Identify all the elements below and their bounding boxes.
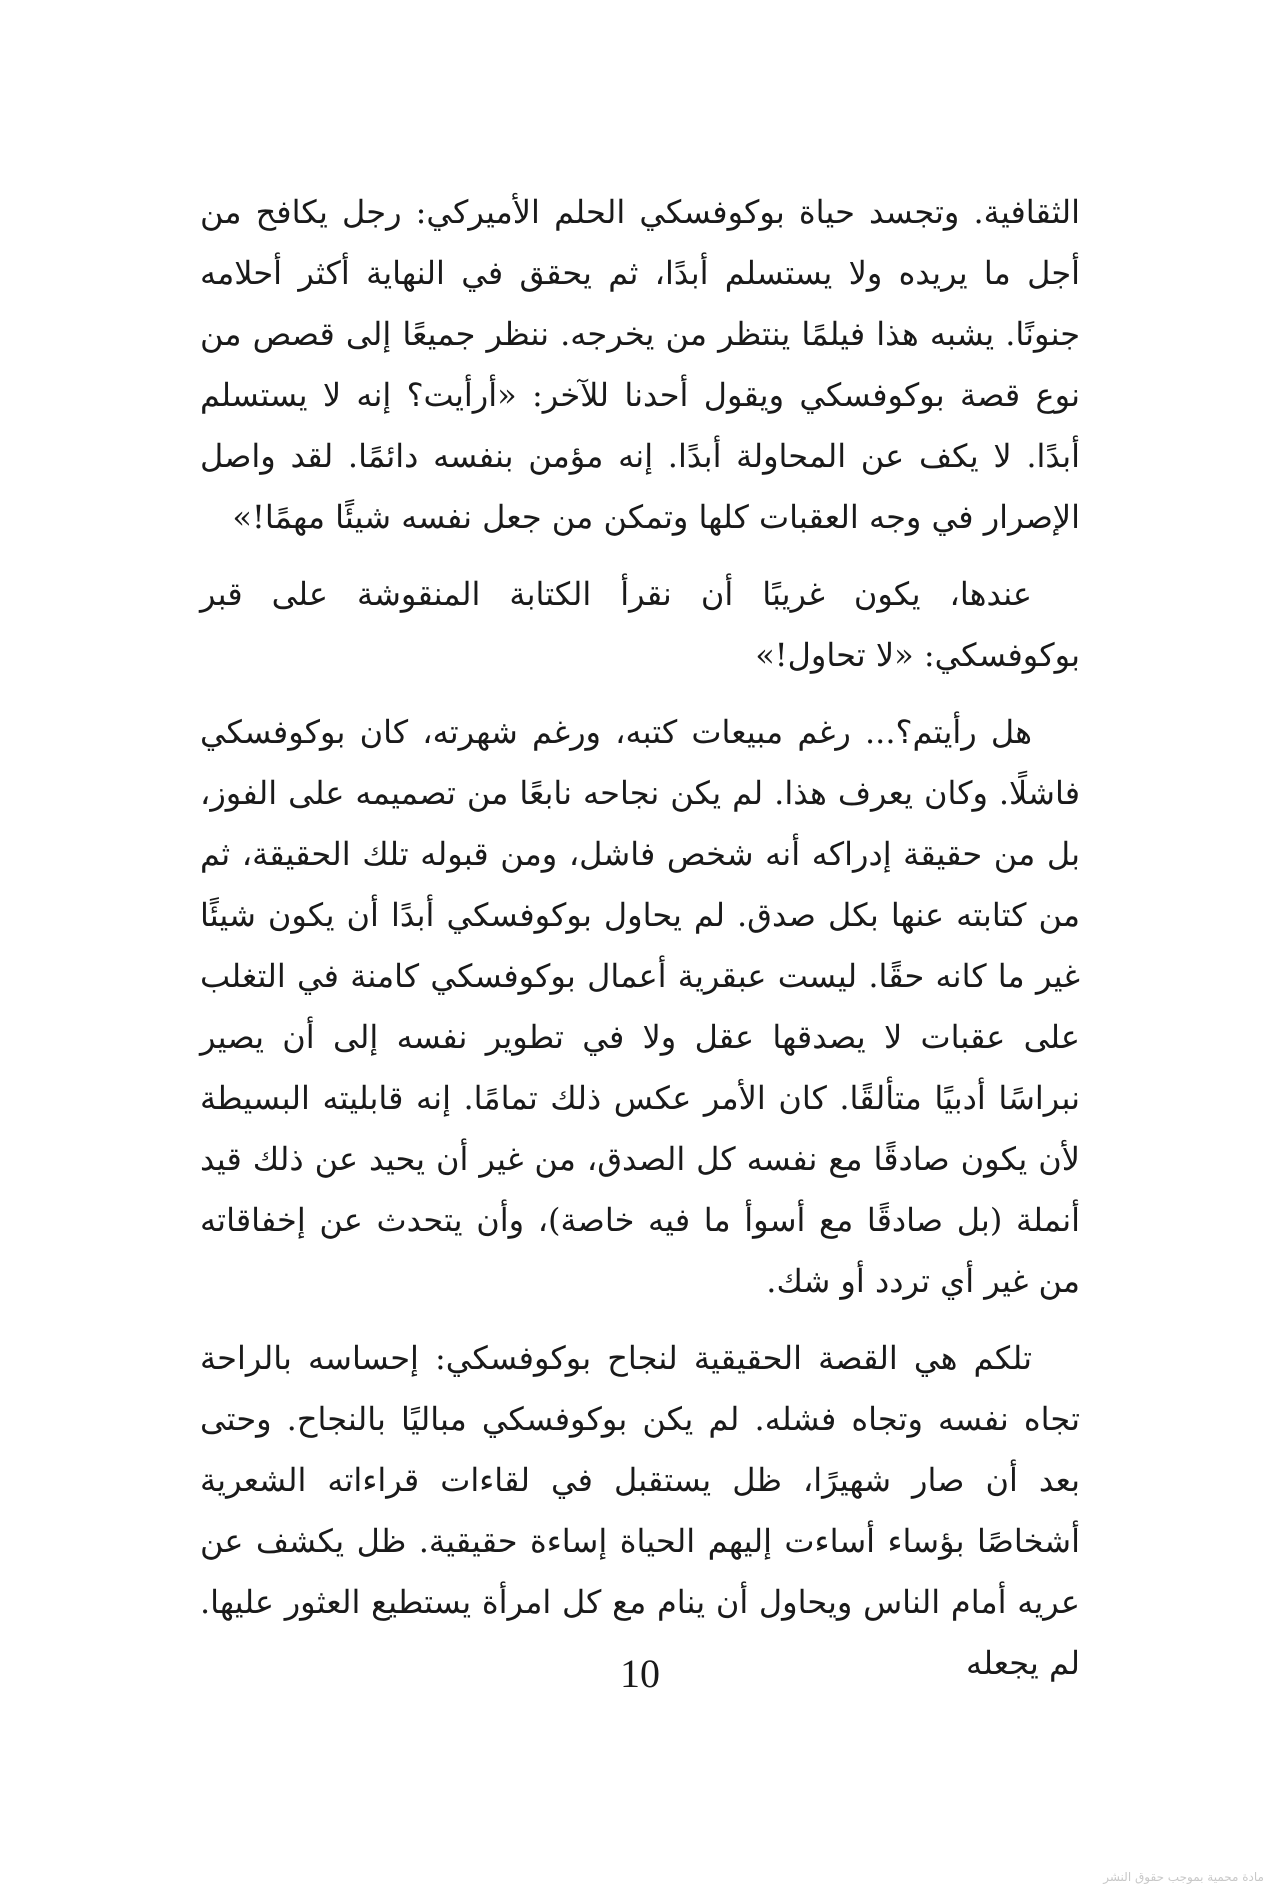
paragraph-4: تلكم هي القصة الحقيقية لنجاح بوكوفسكي: إحساسه بالراحة تجاه نفسه وتجاه فشله. لم يكن بوكوفسكي مباليًا بالنجاح. وحتى بعد أن صار شهيرًا، ظل يستقبل في لقاءات قراءاته الشعرية أشخاصًا بؤساء أساءت إليهم الحياة إساءة حقيقية. ظل يكشف عن عريه أمام الناس ويحاول أن ينام مع كل امرأة يستطيع العثور عليها. لم يجعله [200, 1339, 1081, 1682]
copyright-watermark: مادة محمية بموجب حقوق النشر [1103, 1870, 1264, 1884]
paragraph-3: هل رأيتم؟... رغم مبيعات كتبه، ورغم شهرته، كان بوكوفسكي فاشلًا. وكان يعرف هذا. لم يكن نجاحه نابعًا من تصميمه على الفوز، بل من حقيقة إدراكه أنه شخص فاشل، ومن قبوله تلك الحقيقة، ثم من كتابته عنها بكل صدق. لم يحاول بوكوفسكي أبدًا أن يكون شيئًا غير ما كانه حقًا. ليست عبقرية أعمال بوكوفسكي كامنة في التغلب على عقبات لا يصدقها عقل ولا في تطوير نفسه إلى أن يصير نبراسًا أدبيًا متألقًا. كان الأمر عكس ذلك تمامًا. إنه قابليته البسيطة لأن يكون صادقًا مع نفسه كل الصدق، من غير أن يحيد عن ذلك قيد أنملة (بل صادقًا مع أسوأ ما فيه خاصة)، وأن يتحدث عن إخفاقاته من غير أي تردد أو شك. [200, 713, 1081, 1300]
paragraph-2: عندها، يكون غريبًا أن نقرأ الكتابة المنقوشة على قبر بوكوفسكي: «لا تحاول!» [200, 575, 1080, 674]
page-number: 10 [620, 1651, 660, 1696]
page-body [200, 182, 1080, 1694]
paragraph-1: الثقافية. وتجسد حياة بوكوفسكي الحلم الأميركي: رجل يكافح من أجل ما يريده ولا يستسلم أبدًا، ثم يحقق في النهاية أكثر أحلامه جنونًا. يشبه هذا فيلمًا ينتظر من يخرجه. ننظر جميعًا إلى قصص من نوع قصة بوكوفسكي ويقول أحدنا للآخر: «أرأيت؟ إنه لا يستسلم أبدًا. لا يكف عن المحاولة أبدًا. إنه مؤمن بنفسه دائمًا. لقد واصل الإصرار في وجه العقبات كلها وتمكن من جعل نفسه شيئًا مهمًا!» [200, 193, 1081, 536]
